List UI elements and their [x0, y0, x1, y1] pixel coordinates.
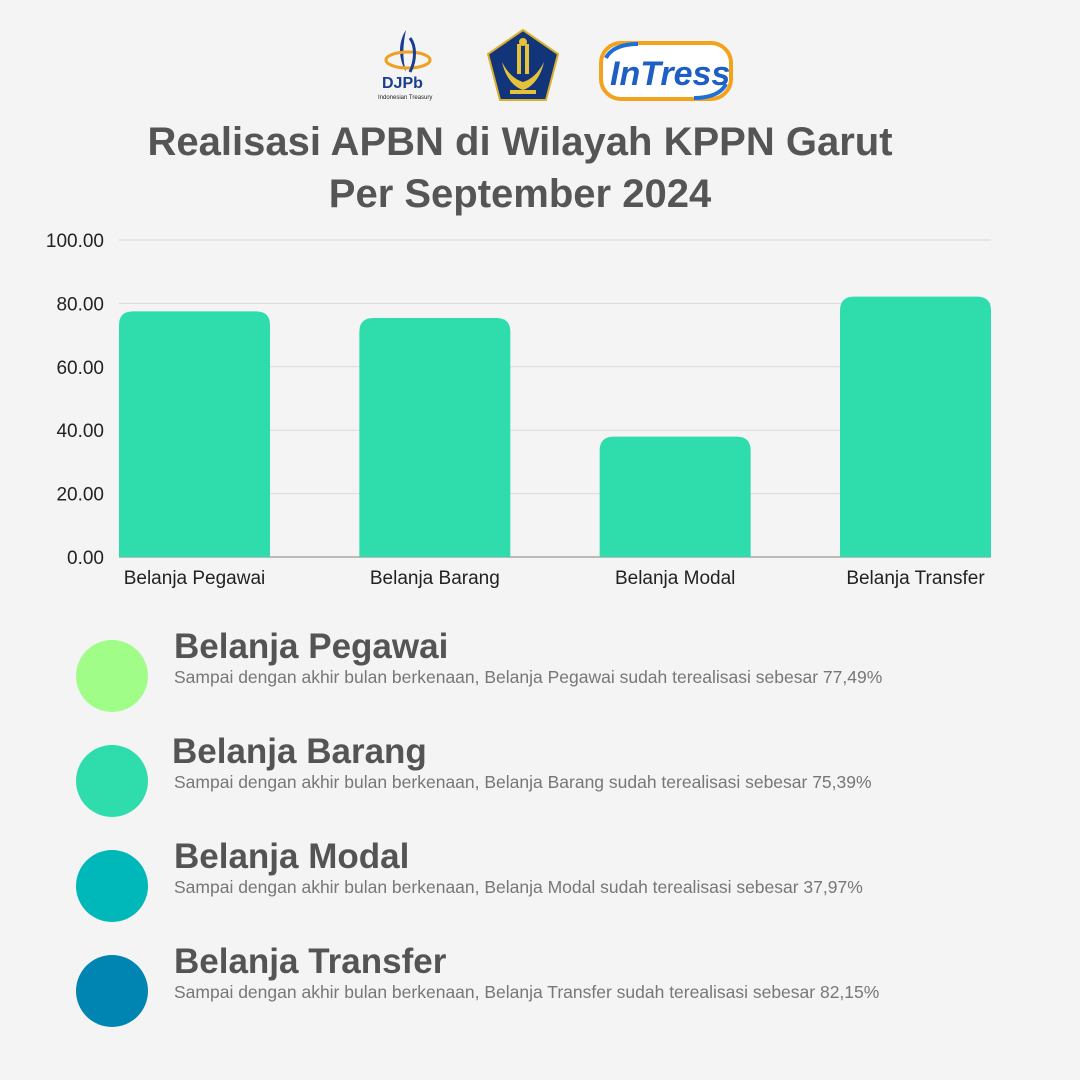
- legend-name-modal: Belanja Modal: [174, 837, 410, 876]
- page-title: [0, 116, 1040, 220]
- bar-layer: [119, 297, 991, 557]
- bar-belanja-barang: [359, 318, 510, 557]
- legend-dot-barang: [76, 745, 148, 817]
- djpb-logo-subtext: Indonesian Treasury: [378, 95, 433, 101]
- kemenkeu-emblem: [486, 28, 560, 104]
- bar-chart: [0, 225, 1080, 605]
- djpb-logo: [376, 28, 440, 102]
- legend-dot-pegawai: [76, 640, 148, 712]
- title-line-1: Realisasi APBN di Wilayah KPPN Garut: [147, 120, 893, 164]
- y-tick-label: 100.00: [45, 231, 104, 252]
- bar-belanja-pegawai: [119, 311, 270, 557]
- legend-dot-transfer: [76, 955, 148, 1027]
- legend-desc-barang: Sampai dengan akhir bulan berkenaan, Belanja Barang sudah terealisasi sebesar 75,39%: [174, 772, 872, 792]
- djpb-logo-text: DJPb: [382, 75, 423, 92]
- legend-item-barang: [76, 733, 1056, 813]
- y-tick-label: 80.00: [56, 294, 104, 316]
- legend-name-barang: Belanja Barang: [172, 732, 427, 771]
- legend-name-transfer: Belanja Transfer: [174, 942, 447, 981]
- intress-logo-text: InTress: [610, 55, 731, 93]
- legend-item-modal: [76, 838, 1056, 918]
- y-tick-label: 20.00: [56, 484, 104, 506]
- legend-dot-modal: [76, 850, 148, 922]
- legend-desc-pegawai: Sampai dengan akhir bulan berkenaan, Belanja Pegawai sudah terealisasi sebesar 77,49%: [174, 667, 883, 687]
- legend-desc-modal: Sampai dengan akhir bulan berkenaan, Belanja Modal sudah terealisasi sebesar 37,97%: [174, 877, 863, 897]
- y-tick-label: 40.00: [56, 421, 104, 443]
- title-line-2: Per September 2024: [328, 172, 712, 216]
- legend-name-pegawai: Belanja Pegawai: [174, 627, 449, 666]
- x-tick-label: Belanja Transfer: [846, 568, 985, 589]
- logo-row: [0, 28, 1080, 108]
- x-tick-label: Belanja Barang: [369, 568, 500, 589]
- y-tick-label: 60.00: [56, 357, 104, 379]
- bar-belanja-modal: [600, 437, 751, 557]
- y-tick-label: 0.00: [67, 548, 104, 569]
- bar-belanja-transfer: [840, 297, 991, 557]
- x-tick-label: Belanja Pegawai: [123, 568, 266, 589]
- intress-logo: [598, 40, 734, 102]
- x-tick-label: Belanja Modal: [614, 568, 736, 589]
- legend-item-transfer: [76, 943, 1056, 1023]
- legend-item-pegawai: [76, 628, 1056, 708]
- legend-desc-transfer: Sampai dengan akhir bulan berkenaan, Belanja Transfer sudah terealisasi sebesar 82,15%: [174, 982, 880, 1002]
